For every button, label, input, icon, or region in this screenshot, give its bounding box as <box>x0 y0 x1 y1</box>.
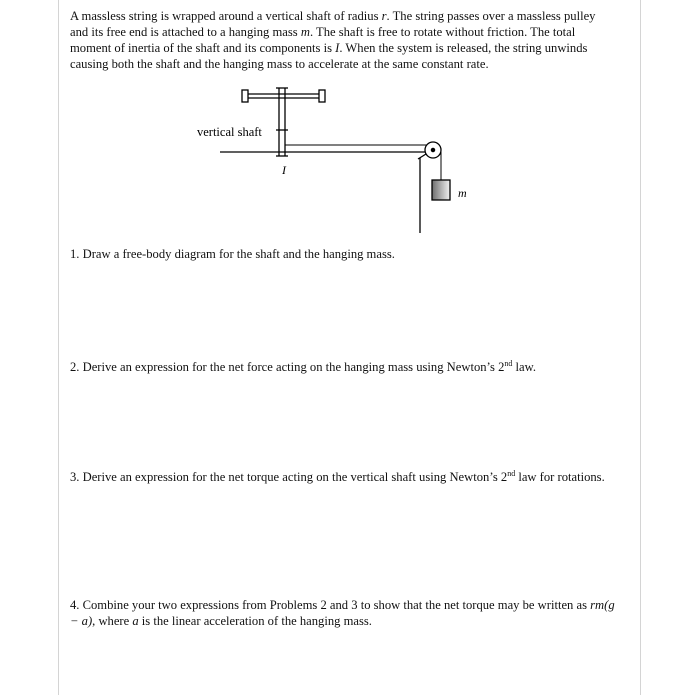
intro-text-4: . When the system is released, the string unwinds causing both the shaft and the hanging mass to accelerate at the same constant rate. <box>70 41 588 71</box>
hanging-mass <box>432 180 450 200</box>
radius-variable: r <box>381 9 387 23</box>
question-text: Derive an expression for the net force acting on the hanging mass using Newton’s 2 <box>82 360 505 374</box>
torque-formula: rm(g − a) <box>70 598 615 628</box>
left-arm-block <box>242 90 248 102</box>
pulley-bracket <box>418 154 426 159</box>
question-number: 3. <box>70 470 80 484</box>
page-border-right <box>640 0 641 695</box>
page-border-left <box>58 0 59 695</box>
inertia-variable: I <box>335 41 340 55</box>
pulley-axle <box>431 148 434 151</box>
question-number: 4. <box>70 598 80 612</box>
question-text-end: law for rotations. <box>515 470 605 484</box>
question-1 <box>70 246 615 262</box>
intro-text-3: . The shaft is free to rotate without friction. The total moment of inertia of the shaft and its components is <box>70 25 576 55</box>
question-text: Combine your two expressions from Problems 2 and 3 to show that the net torque may be written as <box>82 598 591 612</box>
ordinal-superscript: nd <box>507 468 516 478</box>
mass-variable: m <box>300 25 310 39</box>
question-text-middle: , where <box>92 614 133 628</box>
acceleration-variable: a <box>132 614 139 628</box>
shaft-label: vertical shaft <box>197 125 262 139</box>
right-arm-block <box>319 90 325 102</box>
question-text: Draw a free-body diagram for the shaft and the hanging mass. <box>82 247 395 261</box>
question-3 <box>70 469 615 485</box>
question-4 <box>70 597 615 629</box>
intro-text-2: . The string passes over a massless pulley and its free end is attached to a hanging mass <box>70 9 596 39</box>
question-number: 2. <box>70 360 80 374</box>
question-2 <box>70 359 615 375</box>
question-text-end: law. <box>512 360 537 374</box>
question-text: Derive an expression for the net torque acting on the vertical shaft using Newton’s 2 <box>82 470 508 484</box>
shaft-pulley-diagram <box>190 84 480 244</box>
inertia-label: I <box>282 163 286 177</box>
problem-statement <box>70 8 610 72</box>
mass-label: m <box>458 186 467 200</box>
question-text-end: is the linear acceleration of the hanging mass. <box>138 614 372 628</box>
intro-text-1: A massless string is wrapped around a vertical shaft of radius <box>70 9 382 23</box>
question-number: 1. <box>70 247 80 261</box>
ordinal-superscript: nd <box>504 358 513 368</box>
